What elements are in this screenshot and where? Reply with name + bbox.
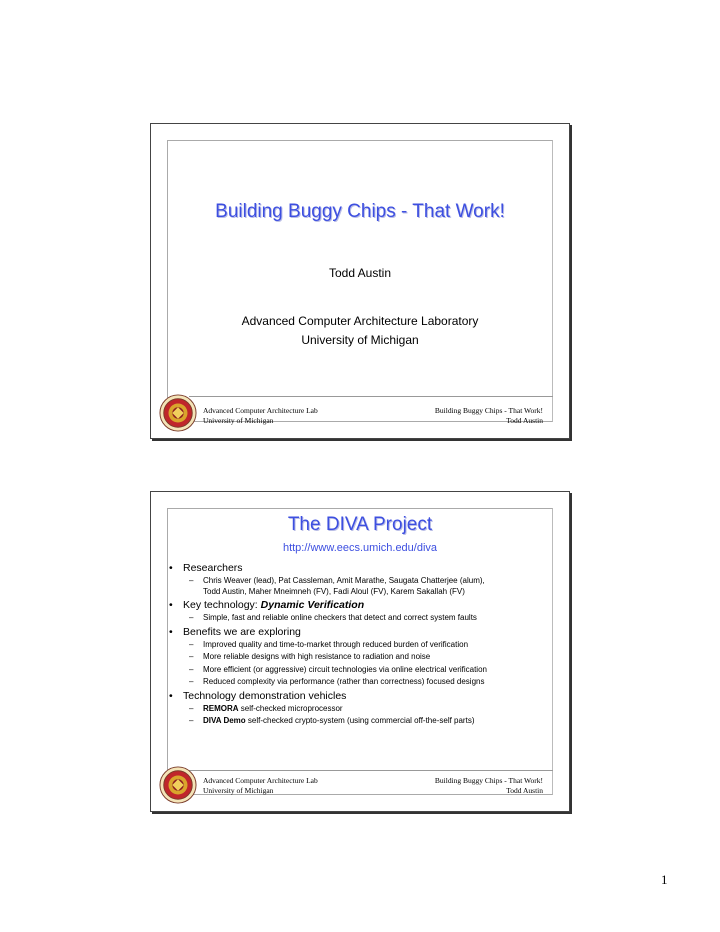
diva-demo-description: self-checked crypto-system (using commercial off-the-self parts) bbox=[245, 716, 475, 725]
footer-university: University of Michigan bbox=[203, 416, 274, 425]
university-name: University of Michigan bbox=[301, 333, 419, 347]
key-tech-label: Key technology: bbox=[183, 599, 261, 611]
slide-1 bbox=[150, 123, 570, 439]
university-seal-icon bbox=[159, 766, 197, 804]
demo-diva bbox=[183, 716, 559, 727]
footer-lab: Advanced Computer Architecture Lab bbox=[203, 406, 318, 415]
diva-demo-name: DIVA Demo bbox=[203, 716, 246, 725]
footer-divider bbox=[189, 770, 553, 771]
slide-2-title: The DIVA Project bbox=[287, 514, 433, 535]
author-name: Todd Austin bbox=[328, 266, 392, 280]
bullet-researchers-label: Researchers bbox=[183, 562, 243, 574]
bullet-demo-vehicles bbox=[169, 690, 559, 727]
slide-2 bbox=[150, 491, 570, 812]
researchers-line-2: Todd Austin, Maher Mneimneh (FV), Fadi Aloul (FV), Karem Sakallah (FV) bbox=[203, 586, 465, 596]
page-number: 1 bbox=[661, 872, 668, 887]
bullet-list bbox=[169, 562, 559, 729]
bullet-benefits bbox=[169, 626, 559, 688]
university-seal-icon bbox=[159, 394, 197, 432]
researchers-names bbox=[183, 576, 559, 597]
lab-name: Advanced Computer Architecture Laboratory bbox=[241, 314, 479, 328]
benefit-item: – More efficient (or aggressive) circuit technologies via online electrical verification bbox=[183, 665, 559, 676]
bullet-researchers bbox=[169, 562, 559, 597]
benefits-label: Benefits we are exploring bbox=[183, 625, 301, 638]
bullet-key-technology bbox=[169, 599, 559, 624]
footer-author: Todd Austin bbox=[506, 416, 543, 425]
footer-divider bbox=[189, 396, 553, 397]
slide-1-title: Building Buggy Chips - That Work! bbox=[215, 201, 505, 222]
remora-name: REMORA bbox=[203, 703, 239, 713]
remora-description: self-checked microprocessor bbox=[238, 703, 343, 713]
key-tech-description: – Simple, fast and reliable online checkers that detect and correct system faults bbox=[183, 613, 559, 624]
researchers-line-1: Chris Weaver (lead), Pat Cassleman, Amit Marathe, Saugata Chatterjee (alum), bbox=[203, 576, 485, 585]
footer-talk-title: Building Buggy Chips - That Work! bbox=[434, 406, 543, 415]
demo-remora bbox=[183, 704, 559, 715]
footer-talk-title: Building Buggy Chips - That Work! bbox=[434, 776, 543, 785]
benefit-item: – Reduced complexity via performance (rather than correctness) focused designs bbox=[183, 677, 559, 688]
project-url-link[interactable]: http://www.eecs.umich.edu/diva bbox=[282, 542, 438, 554]
slide-1-frame bbox=[167, 140, 553, 422]
benefit-item: – Improved quality and time-to-market through reduced burden of verification bbox=[183, 640, 559, 651]
demo-vehicles-label: Technology demonstration vehicles bbox=[183, 689, 347, 702]
footer-lab: Advanced Computer Architecture Lab bbox=[203, 776, 318, 785]
footer-author: Todd Austin bbox=[506, 786, 543, 795]
benefit-item: – More reliable designs with high resistance to radiation and noise bbox=[183, 652, 559, 663]
key-tech-emphasis: Dynamic Verification bbox=[260, 599, 365, 611]
footer-university: University of Michigan bbox=[203, 786, 274, 795]
